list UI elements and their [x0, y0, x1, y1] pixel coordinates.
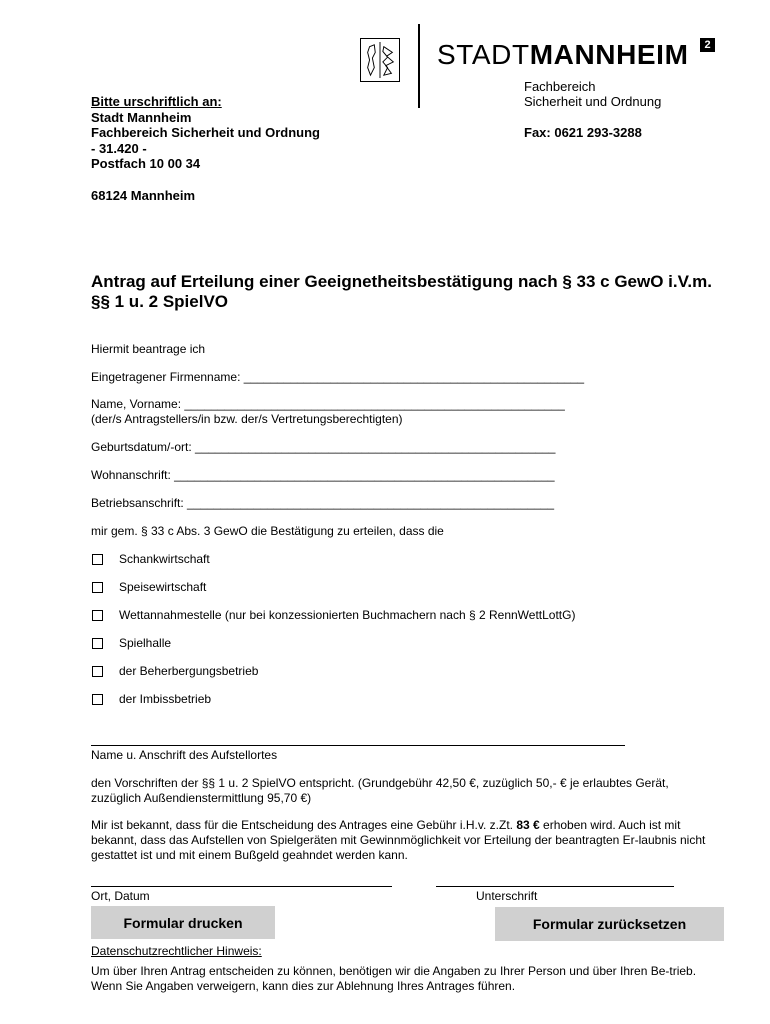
request-text: mir gem. § 33 c Abs. 3 GewO die Bestätigung zu erteilen, dass die: [91, 524, 444, 538]
checkbox[interactable]: [92, 610, 103, 621]
address-line: Postfach 10 00 34: [91, 156, 201, 171]
form-title: Antrag auf Erteilung einer Geeignetheitsbestätigung nach § 33 c GewO i.V.m. §§ 1 u. 2 SpielVO: [91, 272, 712, 311]
option-schankwirtschaft[interactable]: [92, 552, 210, 566]
notice-text: [91, 818, 721, 863]
privacy-text: Um über Ihren Antrag entscheiden zu können, benötigen wir die Angaben zu Ihrer Person und über Ihren Be-trieb. Wenn Sie Angaben verweigern, kann dies zur Ablehnung Ihres Antrages führen.: [91, 964, 697, 993]
place-date-label: Ort, Datum: [91, 889, 150, 903]
address-line: - 31.420 -: [91, 140, 147, 156]
option-label: Wettannahmestelle (nur bei konzessionierten Buchmachern nach § 2 RennWettLottG): [119, 608, 576, 622]
wohnanschrift-field[interactable]: Wohnanschrift: _________________________________________________________: [91, 468, 555, 482]
option-label: der Imbissbetrieb: [119, 692, 212, 706]
fax-number: Fax: 0621 293-3288: [524, 125, 642, 140]
option-beherbergungsbetrieb[interactable]: [92, 664, 258, 678]
checkbox[interactable]: [92, 582, 103, 593]
option-label: der Beherbergungsbetrieb: [119, 664, 259, 678]
fee-text: den Vorschriften der §§ 1 u. 2 SpielVO entspricht. (Grundgebühr 42,50 €, zuzüglich 50,- € je erlaubtes Gerät, zuzüglich Außendienstermittlung 95,70 €): [91, 776, 669, 805]
department-line: Fachbereich: [524, 79, 596, 94]
address-line: Fachbereich Sicherheit und Ordnung: [91, 125, 320, 140]
checkbox[interactable]: [92, 554, 103, 565]
logo-word-light: STADT: [437, 39, 530, 70]
privacy-heading: Datenschutzrechtlicher Hinweis:: [91, 944, 262, 958]
coat-of-arms-icon: [360, 38, 400, 82]
option-spielhalle[interactable]: [92, 636, 171, 650]
print-form-button[interactable]: Formular drucken: [91, 906, 275, 939]
place-date-line[interactable]: [91, 886, 392, 887]
aufsteller-label: Name u. Anschrift des Aufstellortes: [91, 748, 278, 762]
notice-after: erhoben wird. Auch ist mit bekannt, dass das Aufstellen von Spielgeräten mit Gewinnmöglichkeit vor Erteilung der beantragten Er-laubnis nicht gestattet ist und mit einem Bußgeld geahndet werden kann.: [91, 818, 706, 862]
notice-before: Mir ist bekannt, dass für die Entscheidung des Antrages eine Gebühr i.H.v. z.Zt.: [91, 818, 517, 832]
option-speisewirtschaft[interactable]: [92, 580, 206, 594]
option-imbissbetrieb[interactable]: [92, 692, 211, 706]
option-label: Speisewirtschaft: [119, 580, 207, 594]
name-field[interactable]: Name, Vorname: _________________________________________________________: [91, 397, 565, 411]
logo-word-bold: MANNHEIM: [529, 39, 689, 70]
reset-form-button[interactable]: Formular zurücksetzen: [495, 907, 724, 941]
intro-text: Hiermit beantrage ich: [91, 342, 206, 356]
address-city: 68124 Mannheim: [91, 187, 196, 203]
address-heading: Bitte urschriftlich an:: [91, 94, 222, 109]
logo-divider: [418, 24, 420, 108]
option-wettannahmestelle[interactable]: [92, 608, 575, 622]
name-hint: (der/s Antragstellers/in bzw. der/s Vertretungsberechtigten): [91, 412, 403, 426]
checkbox[interactable]: [92, 638, 103, 649]
notice-amount: 83 €: [516, 818, 540, 832]
recipient-address: [91, 94, 320, 203]
department-name: [524, 79, 661, 109]
signature-label: Unterschrift: [476, 889, 538, 903]
address-line: Stadt Mannheim: [91, 109, 192, 125]
option-label: Spielhalle: [119, 636, 172, 650]
aufsteller-input-line[interactable]: [91, 745, 625, 746]
checkbox[interactable]: [92, 666, 103, 677]
checkbox[interactable]: [92, 694, 103, 705]
logo-badge: 2: [700, 38, 715, 52]
option-label: Schankwirtschaft: [119, 552, 210, 566]
department-line: Sicherheit und Ordnung: [524, 94, 662, 109]
geburt-field[interactable]: Geburtsdatum/-ort: ______________________________________________________: [91, 440, 556, 454]
firmenname-field[interactable]: Eingetragener Firmenname: ___________________________________________________: [91, 370, 585, 384]
signature-line[interactable]: [436, 886, 674, 887]
city-logo: [437, 40, 689, 70]
betriebsanschrift-field[interactable]: Betriebsanschrift: _______________________________________________________: [91, 496, 555, 510]
